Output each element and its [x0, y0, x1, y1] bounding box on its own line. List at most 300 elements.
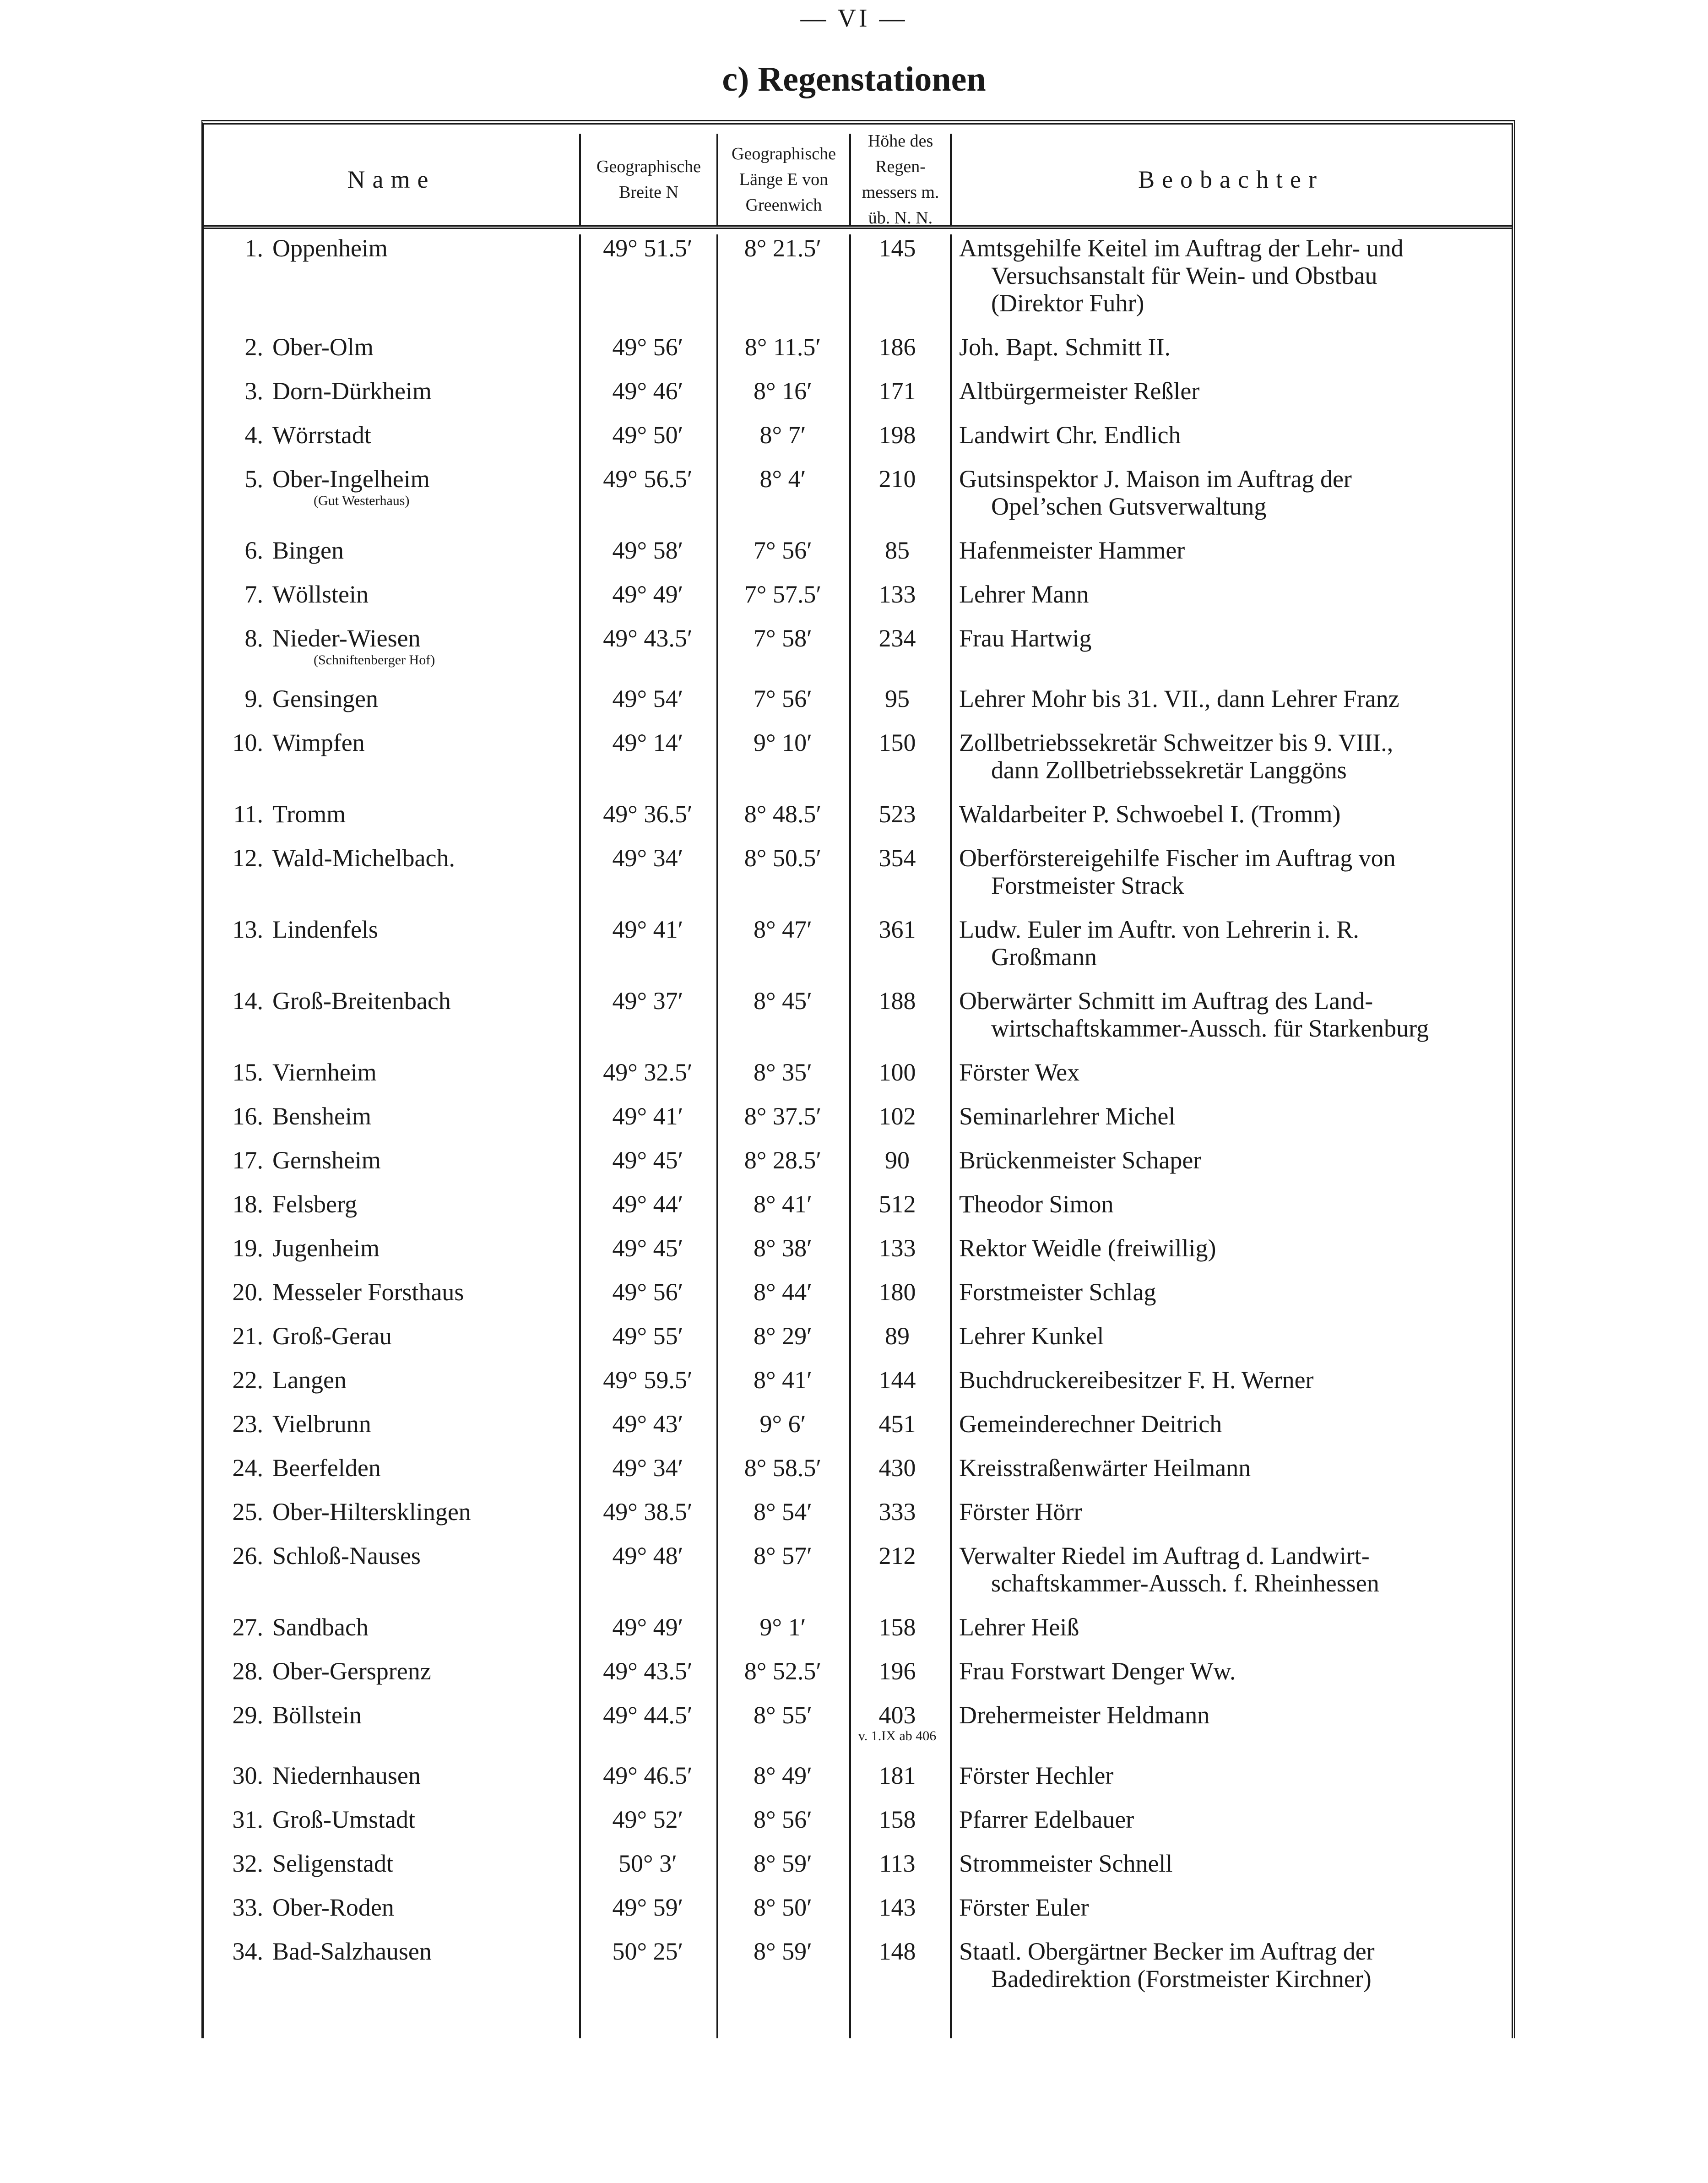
longitude-cell: 8° 37.5′ [744, 1102, 822, 1130]
observer-cell [959, 1498, 1490, 1526]
table-row [204, 1278, 1512, 1322]
altitude-cell [854, 729, 941, 756]
observer-line: Verwalter Riedel im Auftrag d. Landwirt- [959, 1542, 1370, 1569]
observer-cell [959, 729, 1490, 784]
station-name: Dorn-Dürkheim [272, 377, 432, 405]
station-name: Beerfelden [272, 1454, 381, 1482]
latitude-cell: 49° 48′ [612, 1542, 683, 1569]
station-number: 30. [232, 1762, 263, 1789]
longitude-cell: 8° 38′ [754, 1234, 812, 1262]
station-name-cell [272, 1498, 561, 1526]
observer-cell [959, 685, 1490, 712]
altitude-cell [854, 333, 941, 361]
table-row [204, 1938, 1512, 2009]
altitude-value: 196 [878, 1657, 916, 1685]
observer-cell [959, 537, 1490, 564]
station-number: 11. [233, 800, 263, 828]
observer-line: Frau Hartwig [959, 624, 1092, 652]
table-row [204, 1613, 1512, 1657]
page-title: c) Regenstationen [722, 60, 986, 98]
observer-line: Förster Hechler [959, 1762, 1114, 1789]
observer-cell [959, 1938, 1490, 1993]
table-row [204, 1234, 1512, 1278]
table-row [204, 377, 1512, 421]
station-number: 34. [232, 1938, 263, 1965]
station-number: 33. [232, 1894, 263, 1921]
observer-cell [959, 1059, 1490, 1086]
altitude-cell [854, 421, 941, 449]
latitude-cell: 49° 46.5′ [603, 1762, 693, 1789]
table-row [204, 1102, 1512, 1146]
table-row [204, 1366, 1512, 1410]
station-name-cell [272, 916, 561, 943]
altitude-cell [854, 844, 941, 872]
station-number: 27. [232, 1613, 263, 1641]
station-name-cell [272, 1278, 561, 1306]
latitude-cell: 49° 44′ [612, 1190, 683, 1218]
station-name-cell [272, 1234, 561, 1262]
altitude-value: 144 [878, 1366, 916, 1394]
longitude-cell: 8° 58.5′ [744, 1454, 822, 1482]
longitude-cell: 8° 41′ [754, 1190, 812, 1218]
station-name-cell [272, 1542, 561, 1569]
longitude-cell: 8° 41′ [754, 1366, 812, 1394]
latitude-cell: 49° 41′ [612, 916, 683, 943]
table-row [204, 800, 1512, 844]
observer-line: Seminarlehrer Michel [959, 1102, 1176, 1130]
altitude-cell [854, 685, 941, 712]
station-number: 9. [244, 685, 263, 712]
header-longitude: Geographische Länge E von Greenwich [732, 144, 836, 215]
observer-line: Altbürgermeister Reßler [959, 377, 1200, 405]
altitude-cell [854, 1322, 941, 1350]
station-name: Böllstein [272, 1701, 362, 1729]
station-name-cell [272, 844, 561, 872]
altitude-value: 512 [878, 1190, 916, 1218]
latitude-cell: 49° 56′ [612, 333, 683, 361]
table-row [204, 421, 1512, 465]
station-name-cell [272, 1657, 561, 1685]
latitude-cell: 50° 3′ [618, 1850, 677, 1877]
altitude-value: 150 [878, 729, 916, 756]
station-name-cell [272, 1146, 561, 1174]
station-number: 28. [232, 1657, 263, 1685]
header-altitude: Höhe des Regen-messers m. üb. N. N. [862, 131, 939, 228]
station-name: Wörrstadt [272, 421, 371, 449]
latitude-cell: 49° 36.5′ [603, 800, 693, 828]
station-name-cell [272, 1938, 561, 1965]
station-number: 32. [232, 1850, 263, 1877]
station-name-cell [272, 1613, 561, 1641]
longitude-cell: 7° 57.5′ [744, 581, 822, 608]
longitude-cell: 8° 55′ [754, 1701, 812, 1729]
station-name: Vielbrunn [272, 1410, 371, 1438]
altitude-cell [854, 624, 941, 652]
observer-line: Strommeister Schnell [959, 1850, 1173, 1877]
longitude-cell: 8° 59′ [754, 1850, 812, 1877]
altitude-cell [854, 1102, 941, 1130]
table-row [204, 333, 1512, 377]
station-name: Lindenfels [272, 916, 378, 943]
station-name: Groß-Umstadt [272, 1806, 415, 1833]
observer-line: Lehrer Kunkel [959, 1322, 1104, 1350]
longitude-cell: 7° 58′ [754, 624, 812, 652]
observer-cell [959, 1613, 1490, 1641]
table-row [204, 537, 1512, 581]
observer-line: Lehrer Mann [959, 581, 1089, 608]
table-row [204, 1146, 1512, 1190]
table-row [204, 1542, 1512, 1613]
longitude-cell: 8° 21.5′ [744, 234, 822, 262]
longitude-cell: 9° 1′ [759, 1613, 806, 1641]
latitude-cell: 49° 44.5′ [603, 1701, 693, 1729]
altitude-cell [854, 1059, 941, 1086]
observer-cell [959, 916, 1490, 971]
station-name: Tromm [272, 800, 346, 828]
latitude-cell: 49° 52′ [612, 1806, 683, 1833]
station-name-cell [272, 685, 561, 712]
observer-line: Rektor Weidle (freiwillig) [959, 1234, 1216, 1262]
station-number: 3. [244, 377, 263, 405]
observer-cell [959, 421, 1490, 449]
altitude-cell [854, 537, 941, 564]
observer-cell [959, 333, 1490, 361]
longitude-cell: 9° 6′ [759, 1410, 806, 1438]
observer-line: Gemeinderechner Deitrich [959, 1410, 1222, 1438]
altitude-cell [854, 1701, 941, 1743]
latitude-cell: 49° 45′ [612, 1146, 683, 1174]
observer-line-continued: Versuchsanstalt für Wein- und Obstbau [991, 262, 1377, 289]
table-row [204, 1894, 1512, 1938]
altitude-value: 451 [878, 1410, 916, 1438]
station-name: Ober-Roden [272, 1894, 394, 1921]
station-number: 15. [232, 1059, 263, 1086]
latitude-cell: 49° 34′ [612, 1454, 683, 1482]
altitude-note: v. 1.IX ab 406 [858, 1728, 937, 1743]
latitude-cell: 49° 59.5′ [603, 1366, 693, 1394]
altitude-cell [854, 1613, 941, 1641]
altitude-value: 333 [878, 1498, 916, 1526]
altitude-cell [854, 1234, 941, 1262]
station-name: Ober-Olm [272, 333, 374, 361]
table-row [204, 1322, 1512, 1366]
altitude-cell [854, 1366, 941, 1394]
observer-line-continued: Forstmeister Strack [991, 872, 1184, 899]
station-name: Wald-Michelbach. [272, 844, 455, 872]
altitude-value: 95 [885, 685, 910, 712]
station-name: Ober-Hiltersklingen [272, 1498, 471, 1526]
latitude-cell: 49° 46′ [612, 377, 683, 405]
station-name: Langen [272, 1366, 347, 1394]
altitude-value: 171 [878, 377, 916, 405]
latitude-cell: 49° 34′ [612, 844, 683, 872]
altitude-value: 523 [878, 800, 916, 828]
observer-cell [959, 1454, 1490, 1482]
observer-line: Zollbetriebssekretär Schweitzer bis 9. VIII., [959, 729, 1394, 756]
observer-cell [959, 1278, 1490, 1306]
altitude-value: 403 [878, 1701, 916, 1729]
station-name-cell [272, 987, 561, 1015]
station-name: Bad-Salzhausen [272, 1938, 432, 1965]
station-subname: (Schniftenberger Hof) [314, 652, 435, 668]
station-name: Jugenheim [272, 1234, 380, 1262]
longitude-cell: 8° 45′ [754, 987, 812, 1015]
station-name-cell [272, 1762, 561, 1789]
altitude-value: 180 [878, 1278, 916, 1306]
altitude-value: 354 [878, 844, 916, 872]
table-row [204, 1059, 1512, 1102]
observer-line-continued: Opel’schen Gutsverwaltung [991, 493, 1267, 520]
altitude-cell [854, 916, 941, 943]
station-number: 26. [232, 1542, 263, 1569]
table-row [204, 1498, 1512, 1542]
station-name: Bensheim [272, 1102, 371, 1130]
altitude-value: 430 [878, 1454, 916, 1482]
altitude-cell [854, 1454, 941, 1482]
longitude-cell: 8° 57′ [754, 1542, 812, 1569]
latitude-cell: 49° 58′ [612, 537, 683, 564]
longitude-cell: 8° 7′ [759, 421, 806, 449]
observer-line: Oberwärter Schmitt im Auftrag des Land- [959, 987, 1373, 1015]
observer-line: Theodor Simon [959, 1190, 1114, 1218]
longitude-cell: 8° 54′ [754, 1498, 812, 1526]
observer-cell [959, 1234, 1490, 1262]
longitude-cell: 8° 52.5′ [744, 1657, 822, 1685]
observer-line: Waldarbeiter P. Schwoebel I. (Tromm) [959, 800, 1341, 828]
altitude-value: 158 [878, 1806, 916, 1833]
observer-line: Kreisstraßenwärter Heilmann [959, 1454, 1251, 1482]
altitude-cell [854, 1938, 941, 1965]
observer-cell [959, 844, 1490, 899]
stations-table [201, 120, 1515, 2038]
altitude-value: 210 [878, 465, 916, 493]
longitude-cell: 8° 50.5′ [744, 844, 822, 872]
station-name: Seligenstadt [272, 1850, 393, 1877]
altitude-value: 133 [878, 1234, 916, 1262]
observer-cell [959, 581, 1490, 608]
observer-cell [959, 1762, 1490, 1789]
observer-cell [959, 1850, 1490, 1877]
station-name: Schloß-Nauses [272, 1542, 421, 1569]
observer-cell [959, 1322, 1490, 1350]
longitude-cell: 8° 50′ [754, 1894, 812, 1921]
observer-line-continued: Badedirektion (Forstmeister Kirchner) [991, 1965, 1372, 1993]
latitude-cell: 49° 55′ [612, 1322, 683, 1350]
station-name-cell [272, 1190, 561, 1218]
observer-cell [959, 1657, 1490, 1685]
observer-line: Lehrer Heiß [959, 1613, 1079, 1641]
observer-line: Ludw. Euler im Auftr. von Lehrerin i. R. [959, 916, 1359, 943]
station-number: 19. [232, 1234, 263, 1262]
station-name: Bingen [272, 537, 344, 564]
observer-line-continued: Großmann [991, 943, 1097, 971]
altitude-value: 133 [878, 581, 916, 608]
longitude-cell: 8° 48.5′ [744, 800, 822, 828]
observer-cell [959, 377, 1490, 405]
longitude-cell: 8° 29′ [754, 1322, 812, 1350]
altitude-cell [854, 1762, 941, 1789]
observer-line: Frau Forstwart Denger Ww. [959, 1657, 1236, 1685]
longitude-cell: 9° 10′ [754, 729, 812, 756]
observer-cell [959, 1102, 1490, 1130]
latitude-cell: 49° 32.5′ [603, 1059, 693, 1086]
station-name-cell [272, 333, 561, 361]
station-name: Ober-Gersprenz [272, 1657, 431, 1685]
altitude-cell [854, 1190, 941, 1218]
station-name-cell [272, 1894, 561, 1921]
observer-line: Drehermeister Heldmann [959, 1701, 1210, 1729]
station-name-cell [272, 1806, 561, 1833]
observer-cell [959, 1806, 1490, 1833]
altitude-value: 89 [885, 1322, 910, 1350]
longitude-cell: 7° 56′ [754, 537, 812, 564]
observer-cell [959, 1410, 1490, 1438]
table-row [204, 624, 1512, 685]
station-name-cell [272, 1454, 561, 1482]
station-name-cell [272, 800, 561, 828]
longitude-cell: 8° 28.5′ [744, 1146, 822, 1174]
observer-line: Staatl. Obergärtner Becker im Auftrag der [959, 1938, 1375, 1965]
observer-line: Landwirt Chr. Endlich [959, 421, 1181, 449]
station-name-cell [272, 1102, 561, 1130]
station-name-cell [272, 1322, 561, 1350]
observer-cell [959, 1542, 1490, 1597]
altitude-cell [854, 581, 941, 608]
longitude-cell: 8° 16′ [754, 377, 812, 405]
station-number: 12. [232, 844, 263, 872]
station-number: 14. [232, 987, 263, 1015]
station-name-cell [272, 1410, 561, 1438]
table-row [204, 844, 1512, 916]
station-name-cell [272, 729, 561, 756]
longitude-cell: 8° 11.5′ [744, 333, 821, 361]
latitude-cell: 49° 41′ [612, 1102, 683, 1130]
observer-line-continued: dann Zollbetriebssekretär Langgöns [991, 756, 1347, 784]
observer-cell [959, 1894, 1490, 1921]
table-row [204, 1850, 1512, 1894]
altitude-cell [854, 234, 941, 262]
station-name: Groß-Gerau [272, 1322, 392, 1350]
altitude-value: 181 [878, 1762, 916, 1789]
observer-line: Buchdruckereibesitzer F. H. Werner [959, 1366, 1314, 1394]
observer-line: Oberförstereigehilfe Fischer im Auftrag von [959, 844, 1396, 872]
station-name-cell [272, 581, 561, 608]
latitude-cell: 49° 54′ [612, 685, 683, 712]
observer-cell [959, 1146, 1490, 1174]
latitude-cell: 49° 56.5′ [603, 465, 693, 493]
altitude-cell [854, 377, 941, 405]
station-name-cell [272, 421, 561, 449]
longitude-cell: 8° 35′ [754, 1059, 812, 1086]
altitude-value: 113 [879, 1850, 916, 1877]
observer-line: Pfarrer Edelbauer [959, 1806, 1134, 1833]
header-latitude: Geographische Breite N [596, 157, 701, 202]
station-number: 22. [232, 1366, 263, 1394]
station-number: 24. [232, 1454, 263, 1482]
observer-cell [959, 987, 1490, 1042]
station-name-cell [272, 465, 561, 509]
altitude-cell [854, 1146, 941, 1174]
station-name-cell [272, 1850, 561, 1877]
observer-cell [959, 234, 1490, 317]
longitude-cell: 8° 56′ [754, 1806, 812, 1833]
latitude-cell: 49° 49′ [612, 581, 683, 608]
observer-cell [959, 465, 1490, 520]
latitude-cell: 49° 38.5′ [603, 1498, 693, 1526]
table-row [204, 1806, 1512, 1850]
station-number: 10. [232, 729, 263, 756]
altitude-value: 102 [878, 1102, 916, 1130]
station-number: 6. [244, 537, 263, 564]
station-name: Gensingen [272, 685, 378, 712]
table-row [204, 1454, 1512, 1498]
station-name-cell [272, 234, 561, 262]
observer-line: Joh. Bapt. Schmitt II. [959, 333, 1171, 361]
table-row [204, 916, 1512, 987]
station-name-cell [272, 1059, 561, 1086]
station-number: 23. [232, 1410, 263, 1438]
table-body [204, 234, 1512, 2009]
station-number: 5. [244, 465, 263, 493]
altitude-cell [854, 1410, 941, 1438]
station-number: 16. [232, 1102, 263, 1130]
altitude-value: 143 [878, 1894, 916, 1921]
altitude-cell [854, 1542, 941, 1569]
latitude-cell: 49° 59′ [612, 1894, 683, 1921]
station-name: Groß-Breitenbach [272, 987, 451, 1015]
observer-line: Hafenmeister Hammer [959, 537, 1185, 564]
altitude-value: 145 [878, 234, 916, 262]
station-name-cell [272, 377, 561, 405]
latitude-cell: 49° 56′ [612, 1278, 683, 1306]
station-number: 31. [232, 1806, 263, 1833]
observer-line-continued: schaftskammer-Aussch. f. Rheinhessen [991, 1569, 1379, 1597]
altitude-value: 361 [878, 916, 916, 943]
altitude-cell [854, 465, 941, 493]
observer-line: Förster Hörr [959, 1498, 1082, 1526]
altitude-cell [854, 1657, 941, 1685]
altitude-value: 188 [878, 987, 916, 1015]
longitude-cell: 8° 47′ [754, 916, 812, 943]
table-row [204, 581, 1512, 624]
station-name: Sandbach [272, 1613, 369, 1641]
latitude-cell: 49° 43′ [612, 1410, 683, 1438]
table-row [204, 234, 1512, 333]
station-number: 4. [244, 421, 263, 449]
observer-line: Amtsgehilfe Keitel im Auftrag der Lehr- und [959, 234, 1404, 262]
station-number: 2. [244, 333, 263, 361]
altitude-cell [854, 800, 941, 828]
longitude-cell: 8° 4′ [759, 465, 806, 493]
longitude-cell: 7° 56′ [754, 685, 812, 712]
header-observer: Beobachter [1138, 166, 1324, 193]
observer-cell [959, 1190, 1490, 1218]
table-row [204, 1657, 1512, 1701]
table-row [204, 685, 1512, 729]
observer-cell [959, 624, 1490, 652]
station-number: 7. [244, 581, 263, 608]
station-number: 17. [232, 1146, 263, 1174]
observer-cell [959, 1366, 1490, 1394]
station-name-cell [272, 537, 561, 564]
page-number: — VI — [800, 4, 908, 33]
station-name: Nieder-Wiesen [272, 624, 421, 652]
station-number: 18. [232, 1190, 263, 1218]
longitude-cell: 8° 49′ [754, 1762, 812, 1789]
altitude-cell [854, 987, 941, 1015]
observer-line: Förster Euler [959, 1894, 1089, 1921]
altitude-value: 212 [878, 1542, 916, 1569]
